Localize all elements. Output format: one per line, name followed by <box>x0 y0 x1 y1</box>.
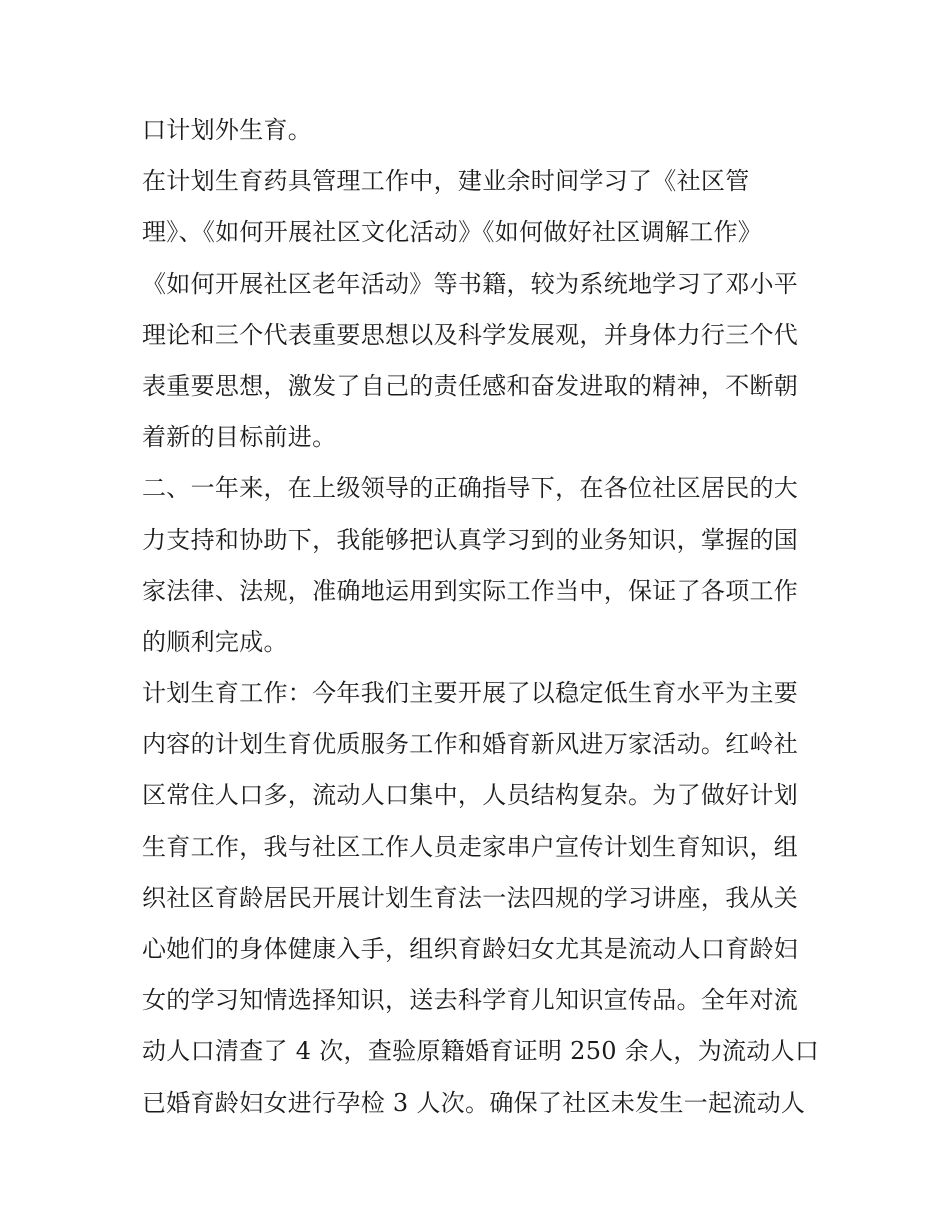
text-line: 内容的计划生育优质服务工作和婚育新风进万家活动。红岭社 <box>142 730 799 759</box>
text-line: 区常住人口多，流动人口集中，人员结构复杂。为了做好计划 <box>142 781 799 810</box>
text-line: 女的学习知情选择知识，送去科学育儿知识宣传品。全年对流 <box>142 986 799 1015</box>
text-line: 的顺利完成。 <box>142 627 288 656</box>
text-line: 力支持和协助下，我能够把认真学习到的业务知识，掌握的国 <box>142 525 799 554</box>
text-line: 口计划外生育。 <box>142 116 313 144</box>
text-line: 在计划生育药具管理工作中，建业余时间学习了《社区管 <box>142 167 750 196</box>
text-line: 心她们的身体健康入手，组织育龄妇女尤其是流动人口育龄妇 <box>142 935 799 963</box>
body-text <box>142 105 820 1129</box>
text-line: 表重要思想，激发了自己的责任感和奋发进取的精神，不断朝 <box>142 371 799 400</box>
text-line: 《如何开展社区老年活动》等书籍，较为系统地学习了邓小平 <box>142 269 799 298</box>
text-line: 二、一年来，在上级领导的正确指导下，在各位社区居民的大 <box>142 474 799 503</box>
text-line: 动人口清查了 4 次，查验原籍婚育证明 250 余人，为流动人口 <box>142 1037 820 1066</box>
text-line: 理》、《如何开展社区文化活动》《如何做好社区调解工作》 <box>142 218 763 247</box>
text-line: 织社区育龄居民开展计划生育法一法四规的学习讲座，我从关 <box>142 883 799 912</box>
text-line: 理论和三个代表重要思想以及科学发展观，并身体力行三个代 <box>142 320 799 349</box>
text-line: 家法律、法规，准确地运用到实际工作当中，保证了各项工作 <box>142 576 799 605</box>
text-line: 已婚育龄妇女进行孕检 3 人次。确保了社区未发生一起流动人 <box>142 1088 806 1117</box>
text-line: 着新的目标前进。 <box>142 423 337 452</box>
text-line: 计划生育工作：今年我们主要开展了以稳定低生育水平为主要 <box>142 679 799 708</box>
text-line: 生育工作，我与社区工作人员走家串户宣传计划生育知识，组 <box>142 832 799 861</box>
